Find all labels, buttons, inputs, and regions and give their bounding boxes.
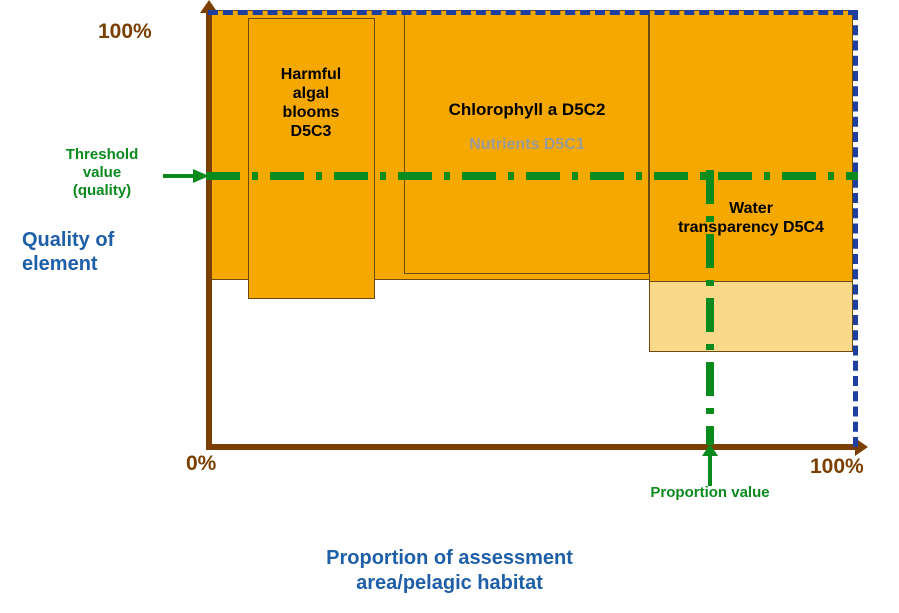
bar-water-transparency: [649, 10, 853, 282]
threshold-label-line-3: (quality): [72, 182, 132, 199]
bar-water-transparency-extension: [649, 281, 853, 352]
bar-label-nutrients: Nutrients D5C1: [469, 136, 585, 153]
bar-harmful-algal-blooms: [248, 18, 375, 299]
proportion-annotation: Proportion value: [650, 484, 770, 501]
proportion-value-line: [706, 170, 714, 445]
x-axis-tick-100: 100%: [810, 455, 864, 478]
bar-label-line-2: algal: [292, 84, 330, 102]
threshold-label-line-1: Threshold: [65, 146, 139, 163]
bar-label-chlorophyll-a: Chlorophyll a D5C2: [448, 100, 606, 119]
bar-label-wt-line-2: transparency D5C4: [678, 218, 824, 236]
x-axis: [206, 444, 858, 450]
y-axis-title: [22, 228, 192, 276]
threshold-line: [206, 172, 858, 180]
threshold-annotation: [42, 146, 162, 200]
x-axis-title-line-1: Proportion of assessment: [326, 547, 573, 569]
threshold-label-line-2: value: [82, 164, 122, 181]
bar-label-line-3: blooms: [282, 103, 340, 121]
bar-label-line-1: Harmful: [280, 66, 342, 83]
bar-label-wt-line-1: Water: [729, 200, 773, 217]
y-axis: [206, 10, 212, 450]
bar-label-water-transparency: [650, 200, 852, 238]
frame-top-dashed: [208, 10, 858, 15]
y-axis-title-line-1: Quality of: [22, 229, 115, 251]
x-axis-tick-0: 0%: [186, 452, 217, 475]
frame-right-dashed: [853, 10, 858, 447]
y-axis-title-line-2: element: [22, 253, 98, 275]
y-axis-tick-100: 100%: [98, 20, 152, 43]
bar-label-line-4: D5C3: [290, 122, 332, 140]
bar-label-harmful-algal-blooms: [252, 66, 370, 142]
threshold-arrow-icon: [163, 168, 209, 184]
proportion-arrow-icon: [701, 444, 719, 486]
x-axis-title: [0, 546, 899, 596]
x-axis-title-line-2: area/pelagic habitat: [356, 572, 543, 594]
